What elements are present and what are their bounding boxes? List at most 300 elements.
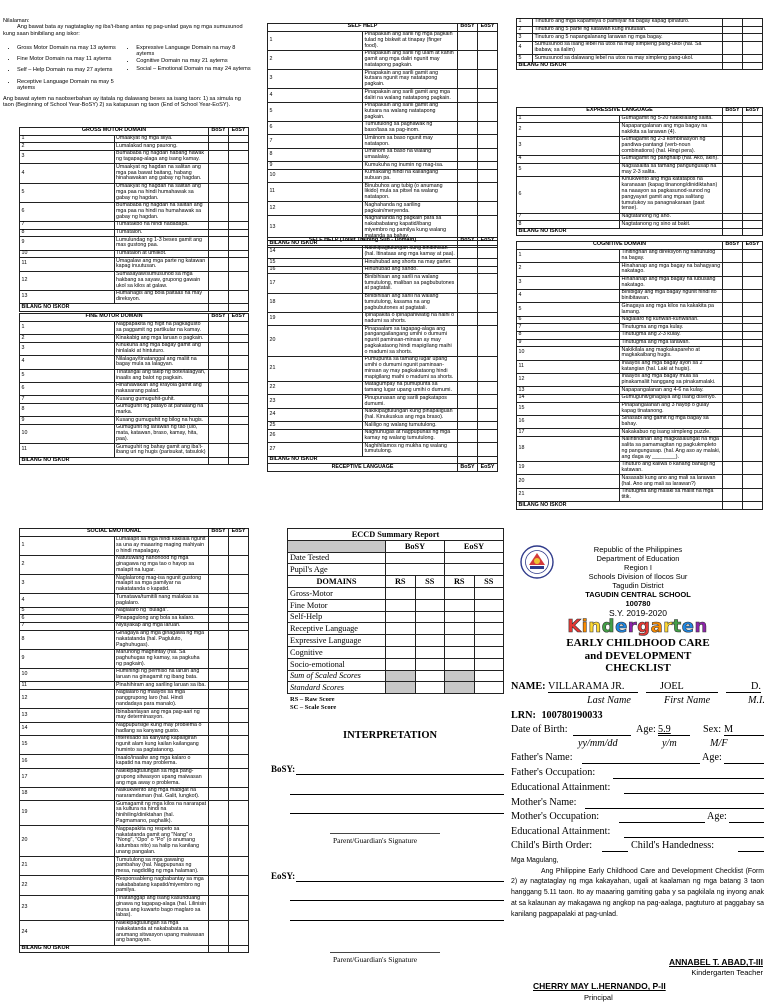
summary-score-cell[interactable] bbox=[445, 599, 475, 611]
eosy-check-cell[interactable] bbox=[478, 162, 498, 170]
domain-list-right bbox=[122, 45, 251, 92]
eosy-check-cell[interactable] bbox=[229, 622, 249, 630]
eosy-check-cell[interactable] bbox=[229, 396, 249, 404]
bosy-check-cell[interactable] bbox=[723, 415, 743, 428]
bosy-check-cell[interactable] bbox=[209, 801, 229, 826]
birth-order-field[interactable] bbox=[602, 851, 628, 852]
eosy-score-cell[interactable] bbox=[229, 945, 249, 953]
bosy-check-cell[interactable] bbox=[723, 221, 743, 229]
age-field[interactable] bbox=[658, 724, 690, 736]
bosy-check-cell[interactable] bbox=[209, 237, 229, 250]
eosy-check-cell[interactable] bbox=[229, 321, 249, 334]
bosy-check-cell[interactable] bbox=[209, 857, 229, 876]
bosy-check-cell[interactable] bbox=[209, 755, 229, 768]
bosy-check-cell[interactable] bbox=[723, 360, 743, 373]
bosy-check-cell[interactable] bbox=[458, 70, 478, 89]
summary-score-cell[interactable] bbox=[386, 599, 416, 611]
bosy-check-cell[interactable] bbox=[209, 669, 229, 682]
bosy-check-cell[interactable] bbox=[209, 709, 229, 722]
bosy-check-cell[interactable] bbox=[458, 245, 478, 258]
bosy-check-cell[interactable] bbox=[209, 335, 229, 343]
bosy-score-cell[interactable] bbox=[723, 228, 743, 236]
bosy-check-cell[interactable] bbox=[209, 555, 229, 574]
eosy-check-cell[interactable] bbox=[229, 342, 249, 355]
eosy-score-cell[interactable] bbox=[229, 304, 249, 312]
eosy-check-cell[interactable] bbox=[229, 258, 249, 271]
eosy-check-cell[interactable] bbox=[229, 594, 249, 607]
title-line-2: and DEVELOPMENT bbox=[584, 649, 692, 662]
eosy-check-cell[interactable] bbox=[743, 331, 763, 339]
eosy-check-cell[interactable] bbox=[478, 169, 498, 182]
bosy-check-cell[interactable] bbox=[723, 263, 743, 276]
bosy-check-cell[interactable] bbox=[458, 395, 478, 408]
bosy-check-cell[interactable] bbox=[458, 293, 478, 312]
father-education-field[interactable] bbox=[624, 793, 764, 794]
bosy-check-cell[interactable] bbox=[723, 347, 743, 360]
eosy-check-cell[interactable] bbox=[743, 26, 763, 34]
eosy-check-cell[interactable] bbox=[229, 920, 249, 945]
eosy-check-cell[interactable] bbox=[743, 176, 763, 213]
eosy-check-cell[interactable] bbox=[478, 326, 498, 357]
eosy-check-cell[interactable] bbox=[229, 801, 249, 826]
eosy-check-cell[interactable] bbox=[229, 237, 249, 250]
eosy-check-cell[interactable] bbox=[229, 669, 249, 682]
bosy-check-cell[interactable] bbox=[209, 221, 229, 229]
eosy-check-cell[interactable] bbox=[743, 19, 763, 27]
eosy-check-cell[interactable] bbox=[229, 424, 249, 443]
bosy-check-cell[interactable] bbox=[209, 787, 229, 800]
bosy-check-cell[interactable] bbox=[209, 682, 229, 690]
eosy-check-cell[interactable] bbox=[478, 102, 498, 121]
eosy-score-cell[interactable] bbox=[478, 456, 498, 464]
eosy-check-cell[interactable] bbox=[743, 34, 763, 42]
summary-score-cell[interactable] bbox=[386, 635, 416, 647]
bosy-check-cell[interactable] bbox=[458, 422, 478, 430]
bosy-check-cell[interactable] bbox=[723, 41, 743, 54]
eosy-interpretation-line[interactable] bbox=[290, 900, 504, 901]
eosy-check-cell[interactable] bbox=[478, 382, 498, 395]
bosy-check-cell[interactable] bbox=[209, 536, 229, 555]
bosy-check-cell[interactable] bbox=[209, 164, 229, 183]
summary-score-cell[interactable] bbox=[445, 658, 475, 670]
eosy-check-cell[interactable] bbox=[743, 163, 763, 176]
bosy-check-cell[interactable] bbox=[723, 394, 743, 402]
mi-field[interactable] bbox=[726, 681, 761, 693]
eosy-check-cell[interactable] bbox=[743, 55, 763, 63]
bosy-check-cell[interactable] bbox=[209, 920, 229, 945]
summary-score-cell[interactable] bbox=[415, 611, 445, 623]
bosy-check-cell[interactable] bbox=[723, 289, 743, 302]
bosy-check-cell[interactable] bbox=[458, 259, 478, 267]
bosy-check-cell[interactable] bbox=[458, 266, 478, 274]
summary-domain-row bbox=[288, 635, 504, 647]
bosy-check-cell[interactable] bbox=[209, 321, 229, 334]
eosy-check-cell[interactable] bbox=[743, 316, 763, 324]
item-number: 16 bbox=[268, 266, 363, 274]
eosy-check-cell[interactable] bbox=[478, 89, 498, 102]
bosy-check-cell[interactable] bbox=[209, 369, 229, 382]
bosy-check-cell[interactable] bbox=[209, 396, 229, 404]
bosy-interpretation-line[interactable] bbox=[290, 813, 504, 814]
eosy-check-cell[interactable] bbox=[743, 415, 763, 428]
bosy-check-cell[interactable] bbox=[209, 417, 229, 425]
eosy-check-cell[interactable] bbox=[743, 347, 763, 360]
bosy-check-cell[interactable] bbox=[209, 736, 229, 755]
eosy-check-cell[interactable] bbox=[229, 787, 249, 800]
bosy-score-cell[interactable] bbox=[209, 945, 229, 953]
summary-score-cell[interactable] bbox=[415, 635, 445, 647]
eosy-check-cell[interactable] bbox=[743, 115, 763, 123]
eosy-check-cell[interactable] bbox=[478, 312, 498, 325]
score-cell[interactable] bbox=[474, 682, 504, 694]
eosy-score-cell[interactable] bbox=[743, 228, 763, 236]
bosy-check-cell[interactable] bbox=[458, 102, 478, 121]
bosy-check-cell[interactable] bbox=[723, 373, 743, 386]
bosy-check-cell[interactable] bbox=[458, 429, 478, 442]
bosy-check-cell[interactable] bbox=[209, 183, 229, 202]
eosy-check-cell[interactable] bbox=[478, 50, 498, 69]
father-age-field[interactable] bbox=[724, 763, 764, 764]
eosy-check-cell[interactable] bbox=[743, 276, 763, 289]
bosy-check-cell[interactable] bbox=[723, 276, 743, 289]
eosy-check-cell[interactable] bbox=[743, 394, 763, 402]
eosy-check-cell[interactable] bbox=[743, 289, 763, 302]
bosy-score-cell[interactable] bbox=[209, 304, 229, 312]
bosy-check-cell[interactable] bbox=[458, 162, 478, 170]
eosy-check-cell[interactable] bbox=[229, 164, 249, 183]
eosy-check-cell[interactable] bbox=[229, 183, 249, 202]
eosy-check-cell[interactable] bbox=[478, 259, 498, 267]
eosy-check-cell[interactable] bbox=[229, 335, 249, 343]
eosy-check-cell[interactable] bbox=[478, 70, 498, 89]
bosy-interpretation-line[interactable] bbox=[296, 774, 504, 775]
summary-score-cell[interactable] bbox=[445, 611, 475, 623]
eosy-check-cell[interactable] bbox=[478, 357, 498, 382]
eosy-check-cell[interactable] bbox=[743, 324, 763, 332]
eosy-check-cell[interactable] bbox=[229, 250, 249, 258]
bosy-check-cell[interactable] bbox=[723, 303, 743, 316]
eosy-check-cell[interactable] bbox=[229, 876, 249, 895]
eosy-check-cell[interactable] bbox=[478, 202, 498, 215]
eosy-check-cell[interactable] bbox=[743, 303, 763, 316]
item-number: 2 bbox=[20, 335, 115, 343]
score-cell[interactable] bbox=[415, 682, 445, 694]
summary-score-cell[interactable] bbox=[386, 611, 416, 623]
bosy-check-cell[interactable] bbox=[209, 271, 229, 290]
eosy-check-cell[interactable] bbox=[229, 722, 249, 735]
summary-score-cell[interactable] bbox=[474, 623, 504, 635]
item-number: 11 bbox=[517, 360, 620, 373]
summary-score-cell[interactable] bbox=[474, 658, 504, 670]
bosy-check-cell[interactable] bbox=[209, 290, 229, 303]
bosy-check-cell[interactable] bbox=[458, 183, 478, 202]
bosy-check-cell[interactable] bbox=[723, 436, 743, 461]
item-number: 19 bbox=[268, 312, 363, 325]
eosy-check-cell[interactable] bbox=[743, 488, 763, 501]
eosy-check-cell[interactable] bbox=[478, 245, 498, 258]
eosy-interpretation-line[interactable] bbox=[290, 920, 504, 921]
eosy-check-cell[interactable] bbox=[229, 555, 249, 574]
bosy-date-cell[interactable] bbox=[386, 552, 445, 564]
eosy-check-cell[interactable] bbox=[229, 607, 249, 615]
score-cell[interactable] bbox=[415, 670, 445, 682]
bosy-check-cell[interactable] bbox=[723, 429, 743, 437]
eosy-check-cell[interactable] bbox=[743, 339, 763, 347]
summary-score-cell[interactable] bbox=[445, 587, 475, 599]
eosy-check-cell[interactable] bbox=[743, 155, 763, 163]
eosy-check-cell[interactable] bbox=[478, 408, 498, 421]
eosy-check-cell[interactable] bbox=[229, 150, 249, 163]
eosy-check-cell[interactable] bbox=[743, 263, 763, 276]
bosy-check-cell[interactable] bbox=[458, 122, 478, 135]
bosy-check-cell[interactable] bbox=[723, 115, 743, 123]
summary-score-cell[interactable] bbox=[386, 658, 416, 670]
sex-field[interactable] bbox=[724, 724, 764, 736]
bosy-check-cell[interactable] bbox=[209, 622, 229, 630]
summary-score-cell[interactable] bbox=[386, 623, 416, 635]
bosy-check-cell[interactable] bbox=[458, 443, 478, 456]
eosy-check-cell[interactable] bbox=[229, 290, 249, 303]
bosy-check-cell[interactable] bbox=[458, 202, 478, 215]
bosy-check-cell[interactable] bbox=[723, 461, 743, 474]
eosy-check-cell[interactable] bbox=[478, 148, 498, 161]
bosy-check-cell[interactable] bbox=[723, 123, 743, 136]
bosy-check-cell[interactable] bbox=[209, 768, 229, 787]
eosy-check-cell[interactable] bbox=[743, 436, 763, 461]
bosy-check-cell[interactable] bbox=[209, 150, 229, 163]
eosy-check-cell[interactable] bbox=[743, 373, 763, 386]
summary-score-cell[interactable] bbox=[386, 587, 416, 599]
eosy-score-cell[interactable] bbox=[743, 502, 763, 510]
bosy-score-cell[interactable] bbox=[209, 457, 229, 465]
bosy-interpretation-line[interactable] bbox=[290, 794, 504, 795]
summary-score-cell[interactable] bbox=[415, 623, 445, 635]
eosy-check-cell[interactable] bbox=[229, 895, 249, 920]
bosy-check-cell[interactable] bbox=[209, 143, 229, 151]
bosy-check-cell[interactable] bbox=[209, 356, 229, 369]
father-name-field[interactable] bbox=[582, 763, 700, 764]
bosy-check-cell[interactable] bbox=[209, 649, 229, 668]
bosy-check-cell[interactable] bbox=[209, 229, 229, 237]
checklist-row bbox=[20, 321, 249, 334]
eosy-check-cell[interactable] bbox=[229, 615, 249, 623]
eosy-check-cell[interactable] bbox=[229, 536, 249, 555]
eosy-interpretation-line[interactable] bbox=[296, 881, 504, 882]
summary-score-cell[interactable] bbox=[386, 646, 416, 658]
eosy-check-cell[interactable] bbox=[229, 630, 249, 649]
bosy-check-cell[interactable] bbox=[209, 826, 229, 857]
eosy-check-cell[interactable] bbox=[229, 403, 249, 416]
mother-education-field[interactable] bbox=[624, 837, 764, 838]
eosy-check-cell[interactable] bbox=[229, 736, 249, 755]
bosy-check-cell[interactable] bbox=[458, 357, 478, 382]
bosy-score-cell[interactable] bbox=[723, 62, 743, 70]
eosy-check-cell[interactable] bbox=[743, 41, 763, 54]
checklist-row bbox=[268, 135, 498, 148]
bosy-check-cell[interactable] bbox=[723, 249, 743, 262]
eosy-check-cell[interactable] bbox=[743, 475, 763, 488]
bosy-check-cell[interactable] bbox=[209, 250, 229, 258]
bosy-check-cell[interactable] bbox=[209, 690, 229, 709]
eosy-check-cell[interactable] bbox=[229, 709, 249, 722]
bosy-score-cell[interactable] bbox=[458, 456, 478, 464]
bosy-check-cell[interactable] bbox=[723, 55, 743, 63]
bosy-check-cell[interactable] bbox=[723, 176, 743, 213]
eosy-check-cell[interactable] bbox=[743, 429, 763, 437]
summary-score-cell[interactable] bbox=[445, 635, 475, 647]
eosy-check-cell[interactable] bbox=[229, 444, 249, 457]
bosy-check-cell[interactable] bbox=[723, 402, 743, 415]
eosy-check-cell[interactable] bbox=[478, 395, 498, 408]
bosy-check-cell[interactable] bbox=[458, 135, 478, 148]
bosy-check-cell[interactable] bbox=[209, 135, 229, 143]
bosy-check-cell[interactable] bbox=[723, 26, 743, 34]
bosy-check-cell[interactable] bbox=[209, 876, 229, 895]
bosy-check-cell[interactable] bbox=[723, 136, 743, 155]
bosy-check-cell[interactable] bbox=[209, 444, 229, 457]
eosy-check-cell[interactable] bbox=[743, 213, 763, 221]
mother-occupation-field[interactable] bbox=[619, 822, 705, 823]
eosy-check-cell[interactable] bbox=[229, 202, 249, 221]
bosy-check-cell[interactable] bbox=[458, 326, 478, 357]
bosy-check-cell[interactable] bbox=[723, 34, 743, 42]
eosy-check-cell[interactable] bbox=[743, 136, 763, 155]
bosy-check-cell[interactable] bbox=[209, 342, 229, 355]
eosy-check-cell[interactable] bbox=[478, 122, 498, 135]
summary-score-cell[interactable] bbox=[445, 646, 475, 658]
summary-score-cell[interactable] bbox=[415, 599, 445, 611]
eosy-check-cell[interactable] bbox=[229, 229, 249, 237]
eosy-check-cell[interactable] bbox=[478, 183, 498, 202]
bosy-check-cell[interactable] bbox=[723, 163, 743, 176]
bosy-check-cell[interactable] bbox=[723, 19, 743, 27]
bosy-check-cell[interactable] bbox=[723, 324, 743, 332]
eosy-check-cell[interactable] bbox=[743, 123, 763, 136]
eosy-check-cell[interactable] bbox=[478, 135, 498, 148]
eosy-check-cell[interactable] bbox=[478, 274, 498, 293]
bosy-check-cell[interactable] bbox=[723, 475, 743, 488]
eosy-date-cell[interactable] bbox=[445, 552, 504, 564]
bosy-check-cell[interactable] bbox=[209, 382, 229, 395]
eosy-check-cell[interactable] bbox=[229, 271, 249, 290]
bosy-check-cell[interactable] bbox=[458, 312, 478, 325]
eosy-check-cell[interactable] bbox=[229, 382, 249, 395]
bosy-check-cell[interactable] bbox=[723, 488, 743, 501]
eosy-check-cell[interactable] bbox=[229, 649, 249, 668]
mother-age-field[interactable] bbox=[729, 822, 764, 823]
eosy-score-cell[interactable] bbox=[229, 457, 249, 465]
bosy-check-cell[interactable] bbox=[458, 148, 478, 161]
eosy-check-cell[interactable] bbox=[229, 369, 249, 382]
summary-score-cell[interactable] bbox=[474, 635, 504, 647]
eosy-check-cell[interactable] bbox=[229, 221, 249, 229]
eosy-check-cell[interactable] bbox=[229, 143, 249, 151]
eosy-check-cell[interactable] bbox=[743, 360, 763, 373]
eosy-score-cell[interactable] bbox=[743, 62, 763, 70]
bosy-check-cell[interactable] bbox=[209, 403, 229, 416]
bosy-check-cell[interactable] bbox=[458, 89, 478, 102]
eosy-check-cell[interactable] bbox=[478, 422, 498, 430]
eosy-check-cell[interactable] bbox=[478, 429, 498, 442]
handedness-field[interactable] bbox=[738, 851, 764, 852]
bosy-check-cell[interactable] bbox=[209, 594, 229, 607]
bosy-check-cell[interactable] bbox=[458, 31, 478, 50]
score-cell[interactable] bbox=[474, 670, 504, 682]
bosy-check-cell[interactable] bbox=[209, 895, 229, 920]
eosy-check-cell[interactable] bbox=[229, 417, 249, 425]
eosy-check-cell[interactable] bbox=[743, 221, 763, 229]
bosy-check-cell[interactable] bbox=[458, 169, 478, 182]
eosy-check-cell[interactable] bbox=[229, 857, 249, 876]
summary-score-cell[interactable] bbox=[474, 599, 504, 611]
bosy-check-cell[interactable] bbox=[209, 575, 229, 594]
bosy-age-cell[interactable] bbox=[386, 564, 445, 576]
last-name-field[interactable] bbox=[548, 681, 638, 693]
summary-score-cell[interactable] bbox=[415, 646, 445, 658]
eosy-check-cell[interactable] bbox=[743, 249, 763, 262]
eosy-check-cell[interactable] bbox=[229, 690, 249, 709]
summary-score-cell[interactable] bbox=[415, 658, 445, 670]
summary-score-cell[interactable] bbox=[445, 623, 475, 635]
bosy-check-cell[interactable] bbox=[209, 607, 229, 615]
bosy-check-cell[interactable] bbox=[723, 316, 743, 324]
eosy-check-cell[interactable] bbox=[229, 135, 249, 143]
bosy-check-cell[interactable] bbox=[209, 615, 229, 623]
bosy-check-cell[interactable] bbox=[209, 258, 229, 271]
bosy-check-cell[interactable] bbox=[723, 387, 743, 395]
eosy-check-cell[interactable] bbox=[743, 461, 763, 474]
eosy-age-cell[interactable] bbox=[445, 564, 504, 576]
lrn-value[interactable]: 100780190033 bbox=[541, 710, 603, 721]
eosy-check-cell[interactable] bbox=[229, 682, 249, 690]
summary-score-cell[interactable] bbox=[474, 587, 504, 599]
bosy-check-cell[interactable] bbox=[723, 331, 743, 339]
bosy-check-cell[interactable] bbox=[458, 382, 478, 395]
bosy-check-cell[interactable] bbox=[458, 274, 478, 293]
eosy-check-cell[interactable] bbox=[229, 575, 249, 594]
eosy-check-cell[interactable] bbox=[743, 387, 763, 395]
eosy-check-cell[interactable] bbox=[478, 31, 498, 50]
summary-score-cell[interactable] bbox=[415, 587, 445, 599]
bosy-check-cell[interactable] bbox=[458, 50, 478, 69]
eosy-check-cell[interactable] bbox=[229, 755, 249, 768]
bosy-check-cell[interactable] bbox=[723, 155, 743, 163]
eosy-check-cell[interactable] bbox=[478, 293, 498, 312]
bosy-check-cell[interactable] bbox=[209, 722, 229, 735]
eosy-check-cell[interactable] bbox=[478, 266, 498, 274]
bosy-check-cell[interactable] bbox=[458, 408, 478, 421]
mother-name-field[interactable] bbox=[585, 808, 764, 809]
eosy-check-cell[interactable] bbox=[743, 402, 763, 415]
dob-field[interactable] bbox=[573, 735, 631, 736]
bosy-check-cell[interactable] bbox=[723, 213, 743, 221]
eosy-check-cell[interactable] bbox=[229, 826, 249, 857]
eosy-check-cell[interactable] bbox=[478, 443, 498, 456]
item-text: Lumalapit sa mga hindi kakilala ngunit sa una ay maaaring maging mahiyain o hindi mapalagay. bbox=[114, 536, 209, 555]
first-name-field[interactable] bbox=[646, 681, 718, 693]
bosy-check-cell[interactable] bbox=[209, 630, 229, 649]
checklist-row bbox=[517, 394, 763, 402]
bosy-check-cell[interactable] bbox=[209, 424, 229, 443]
summary-score-cell[interactable] bbox=[474, 611, 504, 623]
summary-score-cell[interactable] bbox=[474, 646, 504, 658]
eosy-check-cell[interactable] bbox=[229, 768, 249, 787]
bosy-check-cell[interactable] bbox=[723, 339, 743, 347]
eosy-check-cell[interactable] bbox=[229, 356, 249, 369]
father-occupation-field[interactable] bbox=[613, 778, 764, 779]
bosy-check-cell[interactable] bbox=[209, 202, 229, 221]
bosy-score-cell[interactable] bbox=[723, 502, 743, 510]
